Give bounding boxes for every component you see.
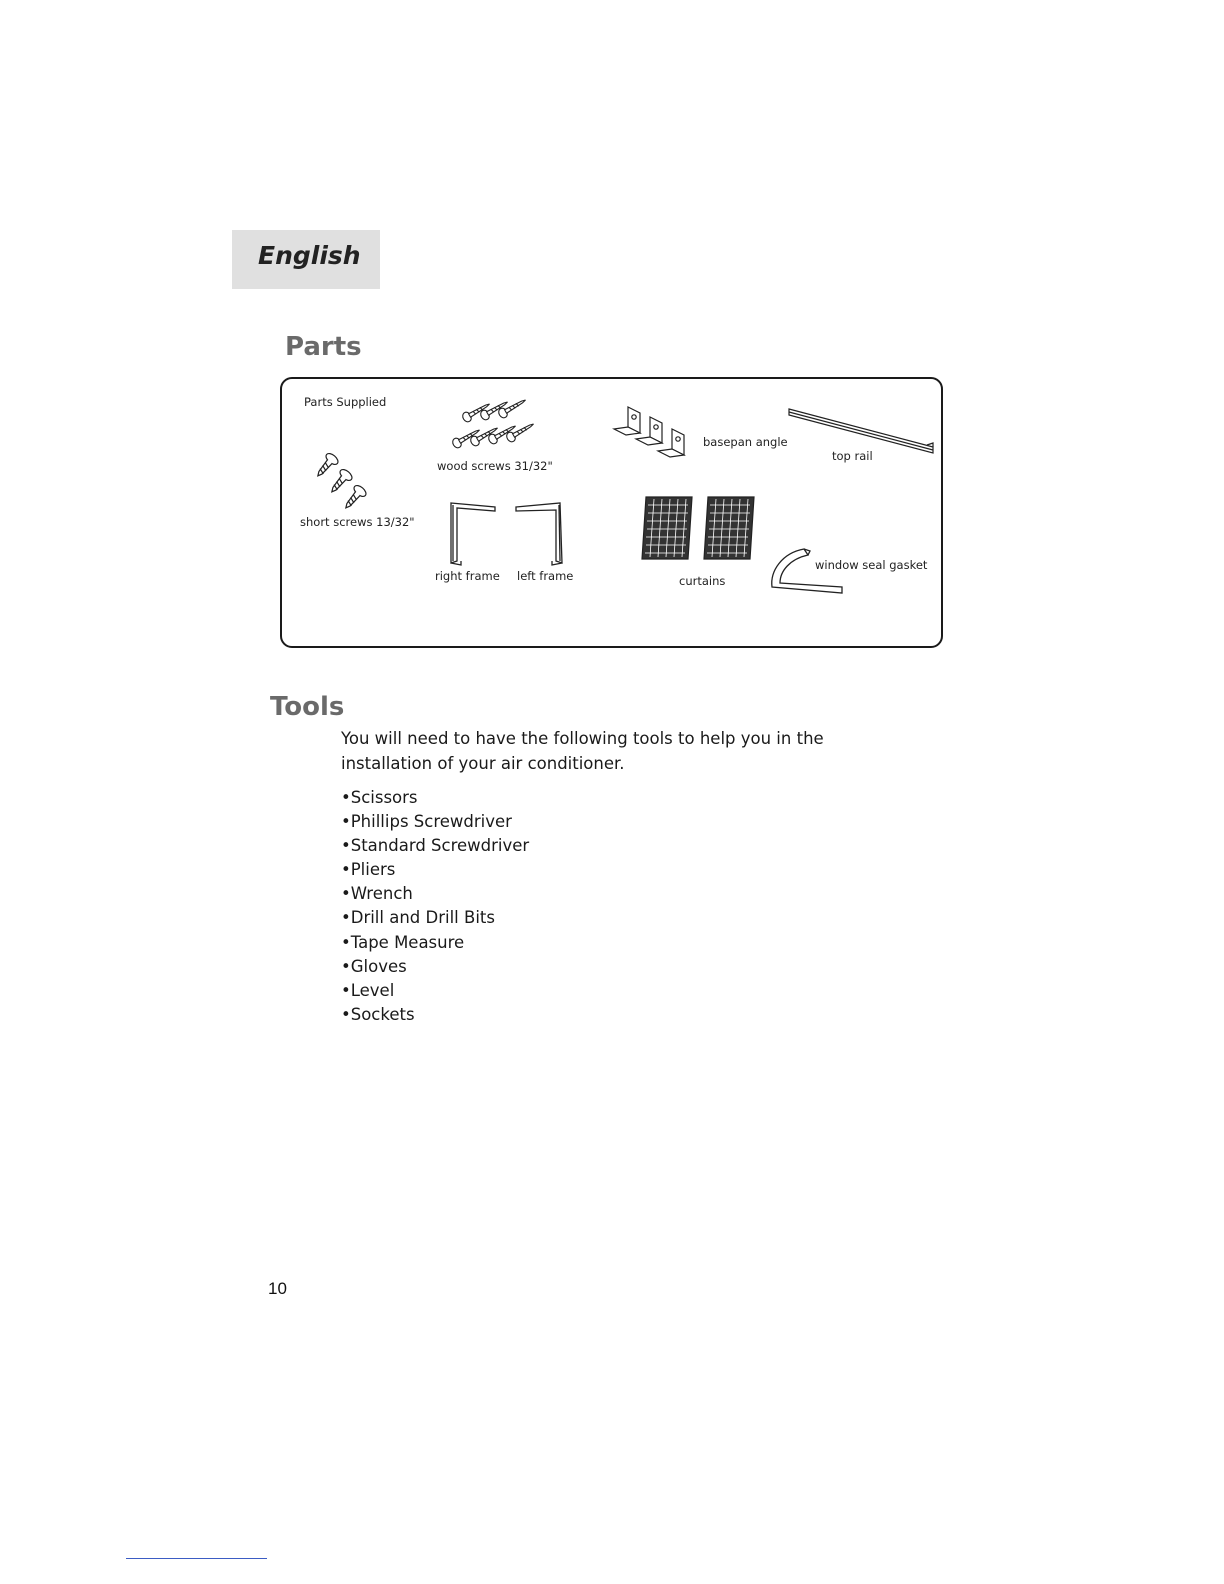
basepan-angle-illustration xyxy=(612,403,696,469)
top-rail-label: top rail xyxy=(832,449,873,463)
language-tab xyxy=(232,230,380,289)
tool-item: • Scissors xyxy=(341,786,529,810)
left-frame-label: left frame xyxy=(517,569,574,583)
right-frame-label: right frame xyxy=(435,569,500,583)
parts-heading: Parts xyxy=(285,332,362,362)
basepan-angle-label: basepan angle xyxy=(703,435,788,449)
short-screws-label: short screws 13/32" xyxy=(300,515,415,529)
tool-item: • Wrench xyxy=(341,882,529,906)
tool-item: • Gloves xyxy=(341,955,529,979)
tool-item: • Standard Screwdriver xyxy=(341,834,529,858)
wood-screws-label: wood screws 31/32" xyxy=(437,459,553,473)
tool-item: • Pliers xyxy=(341,858,529,882)
language-tab-label: English xyxy=(258,241,361,270)
curtains-label: curtains xyxy=(679,574,726,588)
window-seal-gasket-illustration xyxy=(766,547,846,597)
wood-screws-illustration xyxy=(447,399,547,459)
parts-supplied-box xyxy=(280,377,943,648)
parts-supplied-title: Parts Supplied xyxy=(304,395,387,409)
tool-item: • Phillips Screwdriver xyxy=(341,810,529,834)
left-frame-illustration xyxy=(514,501,566,567)
right-frame-illustration xyxy=(447,501,499,567)
tool-item: • Drill and Drill Bits xyxy=(341,906,529,930)
page-number: 10 xyxy=(268,1279,287,1298)
tools-heading: Tools xyxy=(270,692,345,722)
tool-item: • Tape Measure xyxy=(341,931,529,955)
tools-intro: You will need to have the following tools to help you in the installation of your air conditioner. xyxy=(341,729,824,773)
bottom-rule xyxy=(126,1558,267,1559)
tools-list xyxy=(341,786,529,1027)
tool-item: • Level xyxy=(341,979,529,1003)
window-seal-gasket-label: window seal gasket xyxy=(815,558,928,572)
curtains-illustration xyxy=(640,495,760,561)
tool-item: • Sockets xyxy=(341,1003,529,1027)
short-screws-illustration xyxy=(322,451,392,511)
